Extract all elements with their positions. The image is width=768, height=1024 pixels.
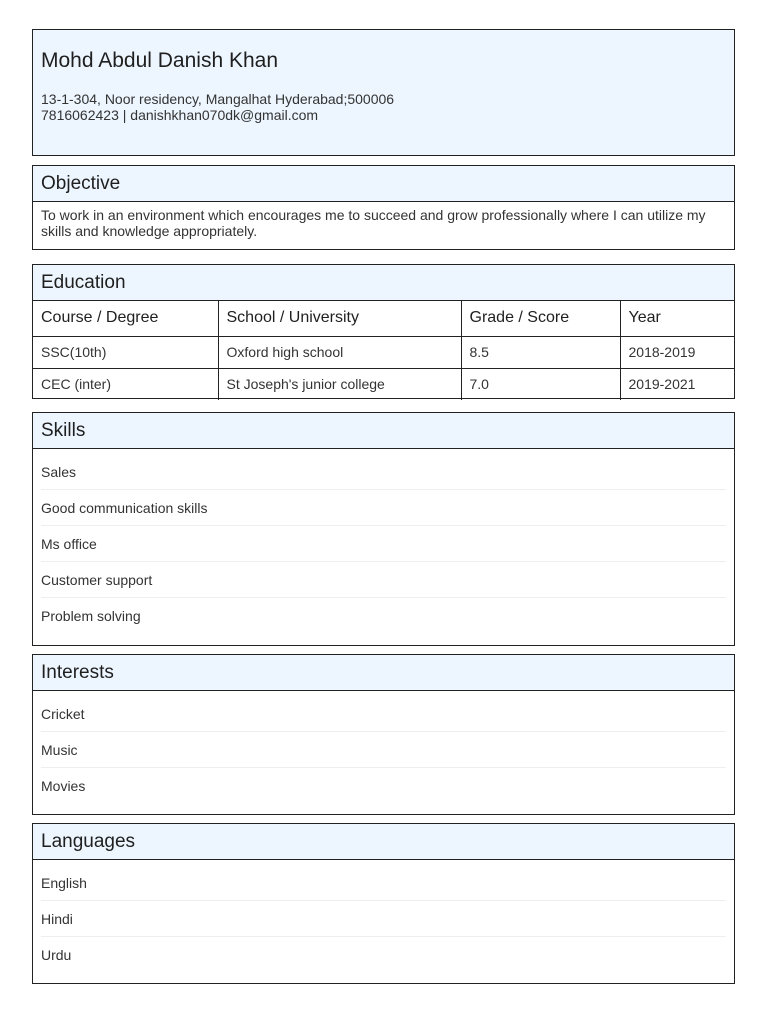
objective-heading: Objective	[33, 166, 734, 202]
school-cell: St Joseph's junior college	[218, 368, 461, 400]
course-cell: SSC(10th)	[33, 336, 218, 368]
skills-section	[32, 412, 735, 646]
phone-email: 7816062423 | danishkhan070dk@gmail.com	[41, 107, 319, 123]
education-header-row	[33, 301, 734, 336]
list-item: Music	[41, 732, 726, 768]
education-table	[33, 301, 734, 400]
grade-cell: 7.0	[461, 368, 620, 400]
address: 13-1-304, Noor residency, Mangalhat Hyderabad;500006	[41, 91, 395, 107]
list-item: Urdu	[41, 947, 72, 963]
grade-cell: 8.5	[461, 336, 620, 368]
languages-list	[33, 860, 734, 973]
list-item: Movies	[41, 778, 86, 794]
school-cell: Oxford high school	[218, 336, 461, 368]
list-item: Hindi	[41, 901, 726, 937]
objective-section	[32, 165, 735, 250]
list-item: Problem solving	[41, 608, 141, 624]
list-item: Sales	[41, 454, 726, 490]
table-row	[33, 368, 734, 400]
education-section	[32, 264, 735, 399]
list-item: Cricket	[41, 696, 726, 732]
list-item: English	[41, 865, 726, 901]
languages-section	[32, 823, 735, 984]
objective-text: To work in an environment which encourages me to succeed and grow professionally where I can utilize my skills and knowledge appropriately.	[41, 207, 706, 239]
column-header-year: Year	[620, 301, 734, 336]
course-cell: CEC (inter)	[33, 368, 218, 400]
list-item: Ms office	[41, 526, 726, 562]
column-header-school: School / University	[218, 301, 461, 336]
year-cell: 2018-2019	[620, 336, 734, 368]
skills-heading: Skills	[33, 413, 734, 449]
candidate-name: Mohd Abdul Danish Khan	[41, 49, 278, 72]
column-header-course: Course / Degree	[33, 301, 218, 336]
table-row	[33, 336, 734, 368]
interests-section	[32, 654, 735, 815]
header-section	[32, 29, 735, 156]
skills-list	[33, 449, 734, 634]
interests-list	[33, 691, 734, 804]
list-item: Good communication skills	[41, 490, 726, 526]
list-item: Customer support	[41, 562, 726, 598]
year-cell: 2019-2021	[628, 376, 696, 393]
education-heading: Education	[33, 265, 734, 301]
interests-heading: Interests	[33, 655, 734, 691]
column-header-grade: Grade / Score	[461, 301, 620, 336]
languages-heading: Languages	[33, 824, 734, 860]
